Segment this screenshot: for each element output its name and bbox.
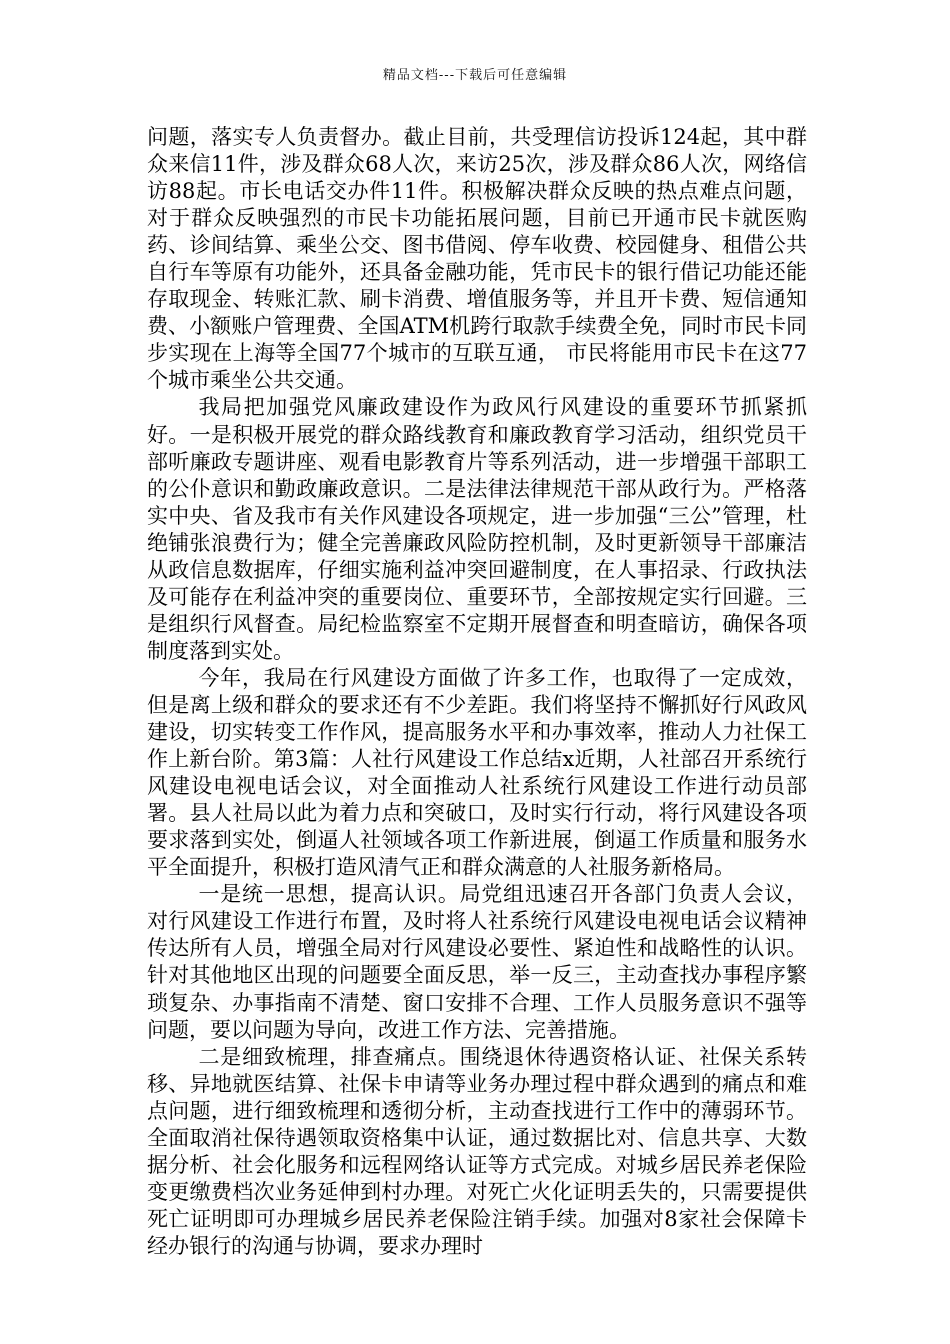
- paragraph-3: 今年，我局在行风建设方面做了许多工作，也取得了一定成效，但是离上级和群众的要求还有不少差距。我们将坚持不懈抓好行风政风建设，切实转变工作作风，提高服务水平和办事效率，推动人力社保工作上新台阶。第3篇：人社行风建设工作总结x近期，人社部召开系统行风建设电视电话会议，对全面推动人社系统行风建设工作进行动员部署。县人社局以此为着力点和突破口，及时实行行动，将行风建设各项要求落到实处，倒逼人社领域各项工作新进展，倒逼工作质量和服务水平全面提升，积极打造风清气正和群众满意的人社服务新格局。: [147, 665, 807, 880]
- page-header: 精品文档---下载后可任意编辑: [382, 68, 568, 83]
- paragraph-1: 问题，落实专人负责督办。截止目前，共受理信访投诉124起，其中群众来信11件，涉及群众68人次，来访25次，涉及群众86人次，网络信访88起。市长电话交办件11件。积极解决群众反映的热点难点问题，对于群众反映强烈的市民卡功能拓展问题，目前已开通市民卡就医购药、诊间结算、乘坐公交、图书借阅、停车收费、校园健身、租借公共自行车等原有功能外，还具备金融功能，凭市民卡的银行借记功能还能存取现金、转账汇款、刷卡消费、增值服务等，并且开卡费、短信通知费、小额账户管理费、全国ATM机跨行取款手续费全免，同时市民卡同步实现在上海等全国77个城市的互联互通， 市民将能用市民卡在这77个城市乘坐公共交通。: [147, 125, 807, 393]
- paragraph-4: 一是统一思想，提高认识。局党组迅速召开各部门负责人会议，对行风建设工作进行布置，及时将人社系统行风建设电视电话会议精神传达所有人员，增强全局对行风建设必要性、紧迫性和战略性的认识。针对其他地区出现的问题要全面反思，举一反三，主动查找办事程序繁琐复杂、办事指南不清楚、窗口安排不合理、工作人员服务意识不强等问题，要以问题为导向，改进工作方法、完善措施。: [147, 882, 807, 1042]
- paragraph-5: 二是细致梳理，排查痛点。围绕退休待遇资格认证、社保关系转移、异地就医结算、社保卡申请等业务办理过程中群众遇到的痛点和难点问题，进行细致梳理和透彻分析，主动查找进行工作中的薄弱环节。全面取消社保待遇领取资格集中认证，通过数据比对、信息共享、大数据分析、社会化服务和远程网络认证等方式完成。对城乡居民养老保险变更缴费档次业务延伸到村办理。对死亡火化证明丢失的，只需要提供死亡证明即可办理城乡居民养老保险注销手续。加强对8家社会保障卡经办银行的沟通与协调，要求办理时: [147, 1044, 807, 1258]
- paragraph-2: 我局把加强党风廉政建设作为政风行风建设的重要环节抓紧抓好。一是积极开展党的群众路线教育和廉政教育学习活动，组织党员干部听廉政专题讲座、观看电影教育片等系列活动，进一步增强干部职工的公仆意识和勤政廉政意识。二是法律法律规范干部从政行为。严格落实中央、省及我市有关作风建设各项规定，进一步加强“三公”管理，杜绝铺张浪费行为；健全完善廉政风险防控机制，及时更新领导干部廉洁从政信息数据库，仔细实施利益冲突回避制度，在人事招录、行政执法及可能存在利益冲突的重要岗位、重要环节，全部按规定实行回避。三是组织行风督查。局纪检监察室不定期开展督查和明查暗访，确保各项制度落到实处。: [147, 395, 807, 663]
- document-body: [147, 124, 807, 1260]
